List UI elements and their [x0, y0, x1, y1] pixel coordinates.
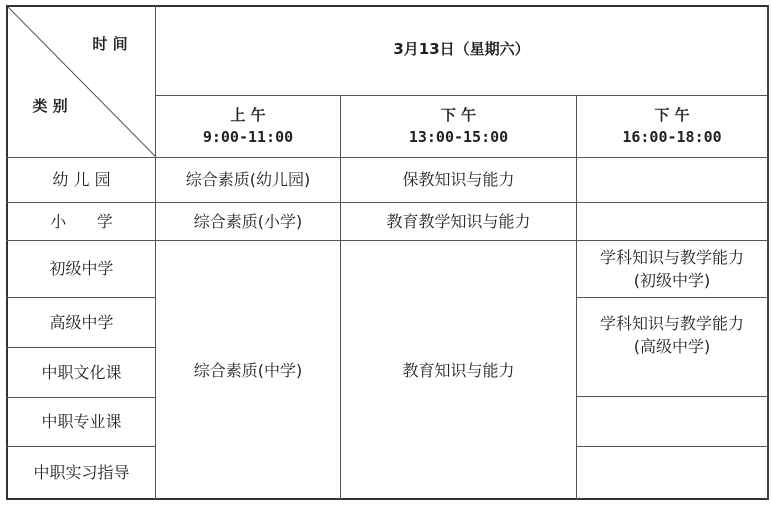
session-pm2	[577, 96, 767, 157]
session-time: 9:00-11:00	[202, 127, 294, 146]
subject-line: 学科知识与教学能力	[599, 247, 744, 267]
subject-junior-pm2	[577, 241, 767, 297]
subject-line: (初级中学)	[633, 271, 711, 290]
pm2-line-b	[576, 396, 768, 397]
session-pm1	[341, 96, 576, 157]
subject-line: 学科知识与教学能力	[599, 314, 744, 333]
category-senior-high: 高级中学	[49, 312, 114, 332]
category-junior-high: 初级中学	[49, 259, 114, 279]
subject-secondary-am: 综合素质(中学)	[193, 360, 303, 380]
session-am	[156, 96, 340, 157]
category-vocational-practice: 中职实习指导	[33, 463, 130, 483]
subject-primary-pm1: 教育教学知识与能力	[386, 211, 531, 231]
session-label: 下 午	[440, 105, 477, 124]
subject-kindergarten-pm1: 保教知识与能力	[402, 170, 515, 190]
session-label: 上 午	[230, 105, 266, 124]
pm2-line-c	[576, 446, 768, 447]
session-time: 13:00-15:00	[408, 127, 509, 146]
subject-secondary-pm1: 教育知识与能力	[402, 360, 515, 380]
header-time-label: 时 间	[92, 35, 128, 54]
session-time: 16:00-18:00	[622, 127, 722, 146]
pm2-line-a	[576, 297, 768, 298]
subject-kindergarten-am: 综合素质(幼儿园)	[185, 170, 311, 190]
subject-line: (高级中学)	[633, 337, 711, 357]
subject-primary-am: 综合素质(小学)	[193, 211, 303, 231]
subject-senior-pm2	[577, 312, 767, 378]
table-right-border	[767, 5, 769, 500]
category-kindergarten: 幼 儿 园	[52, 170, 111, 190]
session-label: 下 午	[654, 105, 690, 124]
header-category-label: 类 别	[32, 97, 68, 116]
category-primary: 小 学	[50, 211, 113, 231]
category-vocational-major: 中职专业课	[41, 412, 122, 432]
category-vocational-culture: 中职文化课	[41, 362, 122, 382]
date-title: 3月13日（星期六）	[393, 40, 530, 59]
